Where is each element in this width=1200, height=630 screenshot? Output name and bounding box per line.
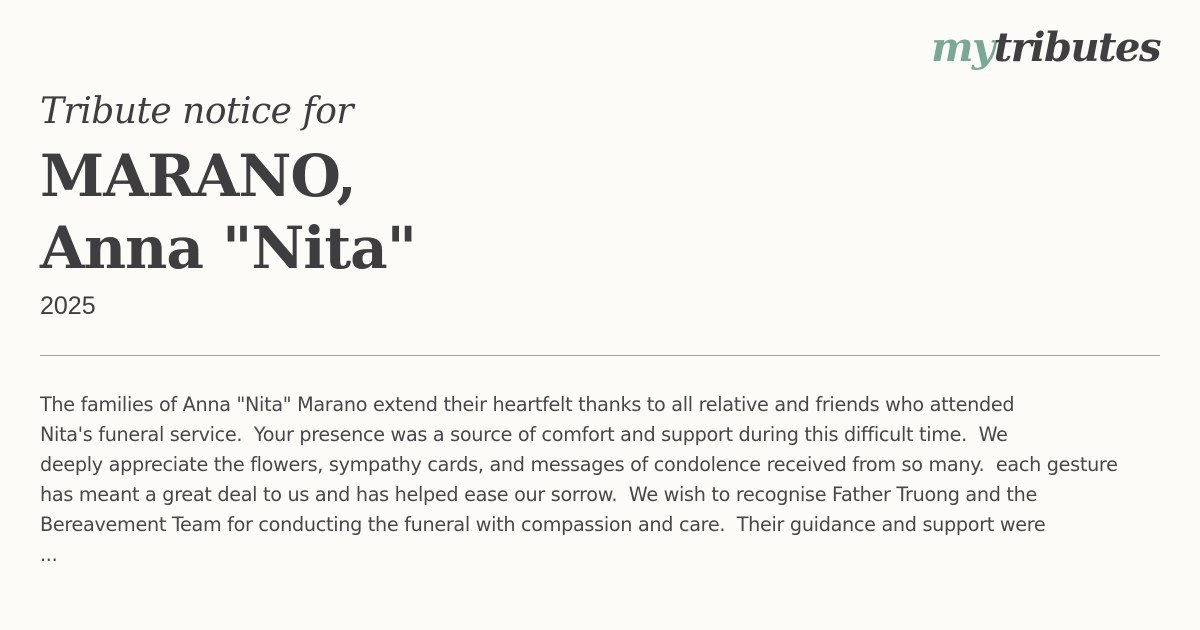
deceased-name (40, 140, 416, 284)
notice-subtitle: Tribute notice for (40, 91, 354, 132)
logo-part-my: my (931, 24, 994, 71)
notice-body-line: Bereavement Team for conducting the funeral with compassion and care. Their guidance and support were (40, 513, 1046, 536)
divider (40, 355, 1160, 356)
logo-part-tributes: tributes (993, 24, 1160, 71)
notice-body-line: The families of Anna "Nita" Marano extend their heartfelt thanks to all relative and friends who attended (40, 393, 1015, 416)
mytributes-logo[interactable] (931, 24, 1160, 71)
notice-year: 2025 (40, 292, 96, 320)
notice-body-line: has meant a great deal to us and has helped ease our sorrow. We wish to recognise Father Truong and the (40, 483, 1038, 506)
notice-body-line: deeply appreciate the flowers, sympathy cards, and messages of condolence received from so many. each gesture (40, 453, 1118, 476)
deceased-surname: MARANO, (40, 142, 356, 210)
notice-body-ellipsis: ... (40, 543, 58, 566)
deceased-given-name: Anna "Nita" (40, 214, 416, 282)
notice-body (40, 390, 1200, 570)
notice-body-line: Nita's funeral service. Your presence was a source of comfort and support during this difficult time. We (40, 423, 1008, 446)
